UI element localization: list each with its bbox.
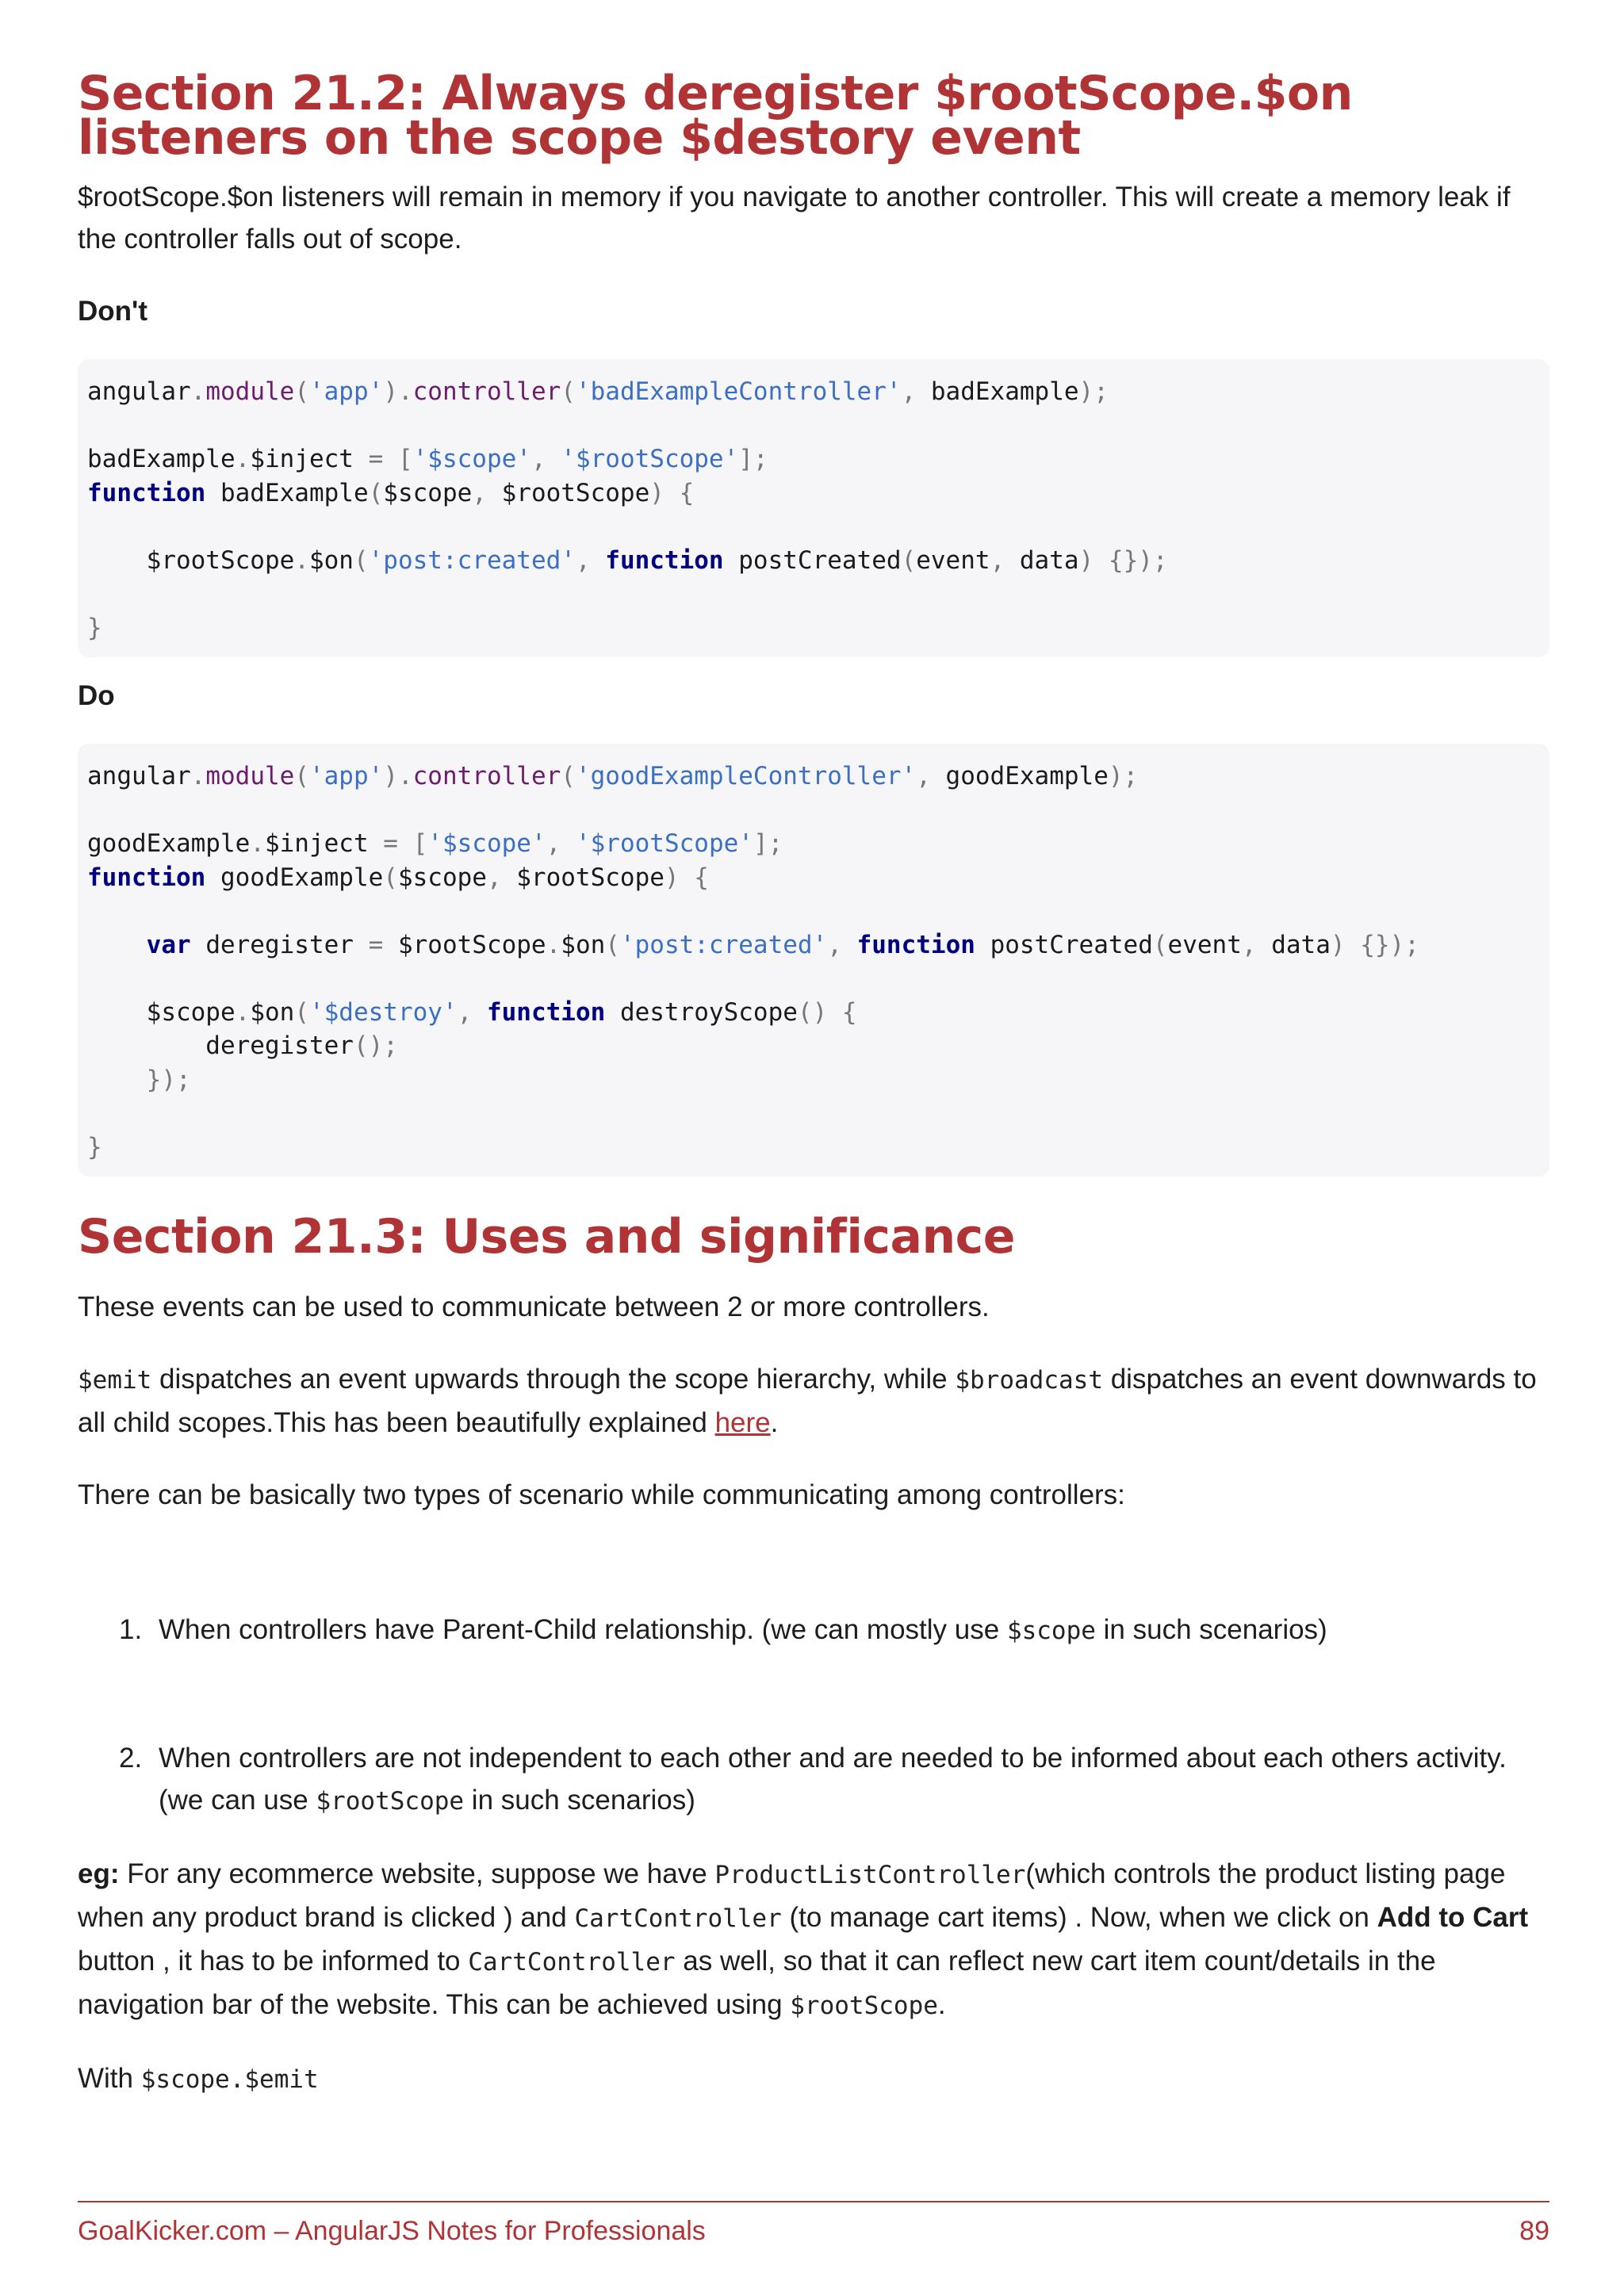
list-item-number: 1. bbox=[119, 1614, 143, 1645]
with-emit-line bbox=[78, 2057, 1549, 2101]
eg-text: as well, so that it can reflect new cart item count/details in the navigation bar of the website. This can be achieved using bbox=[78, 1946, 1436, 2020]
inline-code-scope-emit: $scope.$emit bbox=[140, 2065, 319, 2094]
list-item bbox=[78, 1609, 1549, 1652]
inline-code-scope: $scope bbox=[1006, 1617, 1096, 1645]
inline-code-cartcontroller: CartController bbox=[468, 1948, 676, 1976]
list-item-text-a: When controllers have Parent-Child relationship. (we can mostly use bbox=[159, 1614, 1007, 1645]
eg-text: (to manage cart items) . Now, when we click on bbox=[781, 1902, 1377, 1933]
eg-text: (which controls the product listing page when any product brand is clicked ) and bbox=[78, 1858, 1506, 1933]
list-item-text-b: in such scenarios) bbox=[1095, 1614, 1327, 1645]
page-number: 89 bbox=[1519, 2216, 1549, 2246]
section-21-3-p1: These events can be used to communicate between 2 or more controllers. bbox=[78, 1292, 990, 1322]
footer-source: GoalKicker.com – AngularJS Notes for Professionals bbox=[78, 2216, 706, 2246]
good-example-code-block: angular.module('app').controller('goodExampleController', goodExample); goodExample.$inject = ['$scope', '$rootScope']; function goodExample($scope, $rootScope) { var deregister = $rootScope.$on('post:created', function postCreated(event, data) {}); $scope.$on('$destroy', function destroyScope() { deregister(); }); } bbox=[78, 744, 1549, 1177]
do-label: Do bbox=[78, 680, 115, 711]
page-footer bbox=[78, 2201, 1549, 2250]
inline-code-productlistcontroller: ProductListController bbox=[714, 1861, 1026, 1889]
page-content bbox=[78, 66, 1549, 2101]
dont-label: Don't bbox=[78, 296, 148, 327]
section-21-3-p2 bbox=[78, 1358, 1549, 1444]
list-item-number: 2. bbox=[119, 1743, 143, 1774]
example-paragraph bbox=[78, 1853, 1549, 2027]
list-item-text-a: When controllers are not independent to each other and are needed to be informed about each others activity. (we can use bbox=[159, 1743, 1507, 1816]
scenario-list bbox=[78, 1609, 1549, 1823]
with-text: With bbox=[78, 2063, 141, 2094]
eg-text: For any ecommerce website, suppose we have bbox=[119, 1858, 715, 1889]
eg-label: eg: bbox=[78, 1858, 120, 1889]
section-21-2-title: Section 21.2: Always deregister $rootScope.$on listeners on the scope $destory event bbox=[78, 66, 1353, 166]
list-item bbox=[78, 1737, 1549, 1823]
section-21-3-p3: There can be basically two types of scenario while communicating among controllers: bbox=[78, 1479, 1125, 1510]
p2-text-a: dispatches an event upwards through the scope hierarchy, while bbox=[151, 1364, 956, 1395]
inline-code-emit: $emit bbox=[78, 1366, 152, 1395]
section-21-3-title: Section 21.3: Uses and significance bbox=[78, 1209, 1015, 1265]
list-item-text-b: in such scenarios) bbox=[464, 1785, 695, 1816]
p2-end: . bbox=[770, 1407, 779, 1438]
eg-text: . bbox=[937, 1989, 946, 2020]
inline-code-rootscope: $rootScope bbox=[316, 1787, 465, 1816]
here-link[interactable]: here bbox=[714, 1407, 771, 1438]
inline-code-cartcontroller: CartController bbox=[574, 1904, 782, 1933]
inline-code-broadcast: $broadcast bbox=[955, 1366, 1103, 1395]
inline-code-rootscope: $rootScope bbox=[790, 1992, 938, 2020]
p2-text-b: dispatches an event downwards to all child scopes.This has been beautifully explained bbox=[78, 1364, 1537, 1438]
bad-example-code-block: angular.module('app').controller('badExampleController', badExample); badExample.$inject = ['$scope', '$rootScope']; function badExample($scope, $rootScope) { $rootScope.$on('post:created', function postCreated(event, data) {}); } bbox=[78, 359, 1549, 657]
section-21-2-intro: $rootScope.$on listeners will remain in memory if you navigate to another controller. This will create a memory leak if the controller falls out of scope. bbox=[78, 182, 1511, 254]
add-to-cart-bold: Add to Cart bbox=[1377, 1902, 1529, 1933]
eg-text: button , it has to be informed to bbox=[78, 1946, 469, 1976]
